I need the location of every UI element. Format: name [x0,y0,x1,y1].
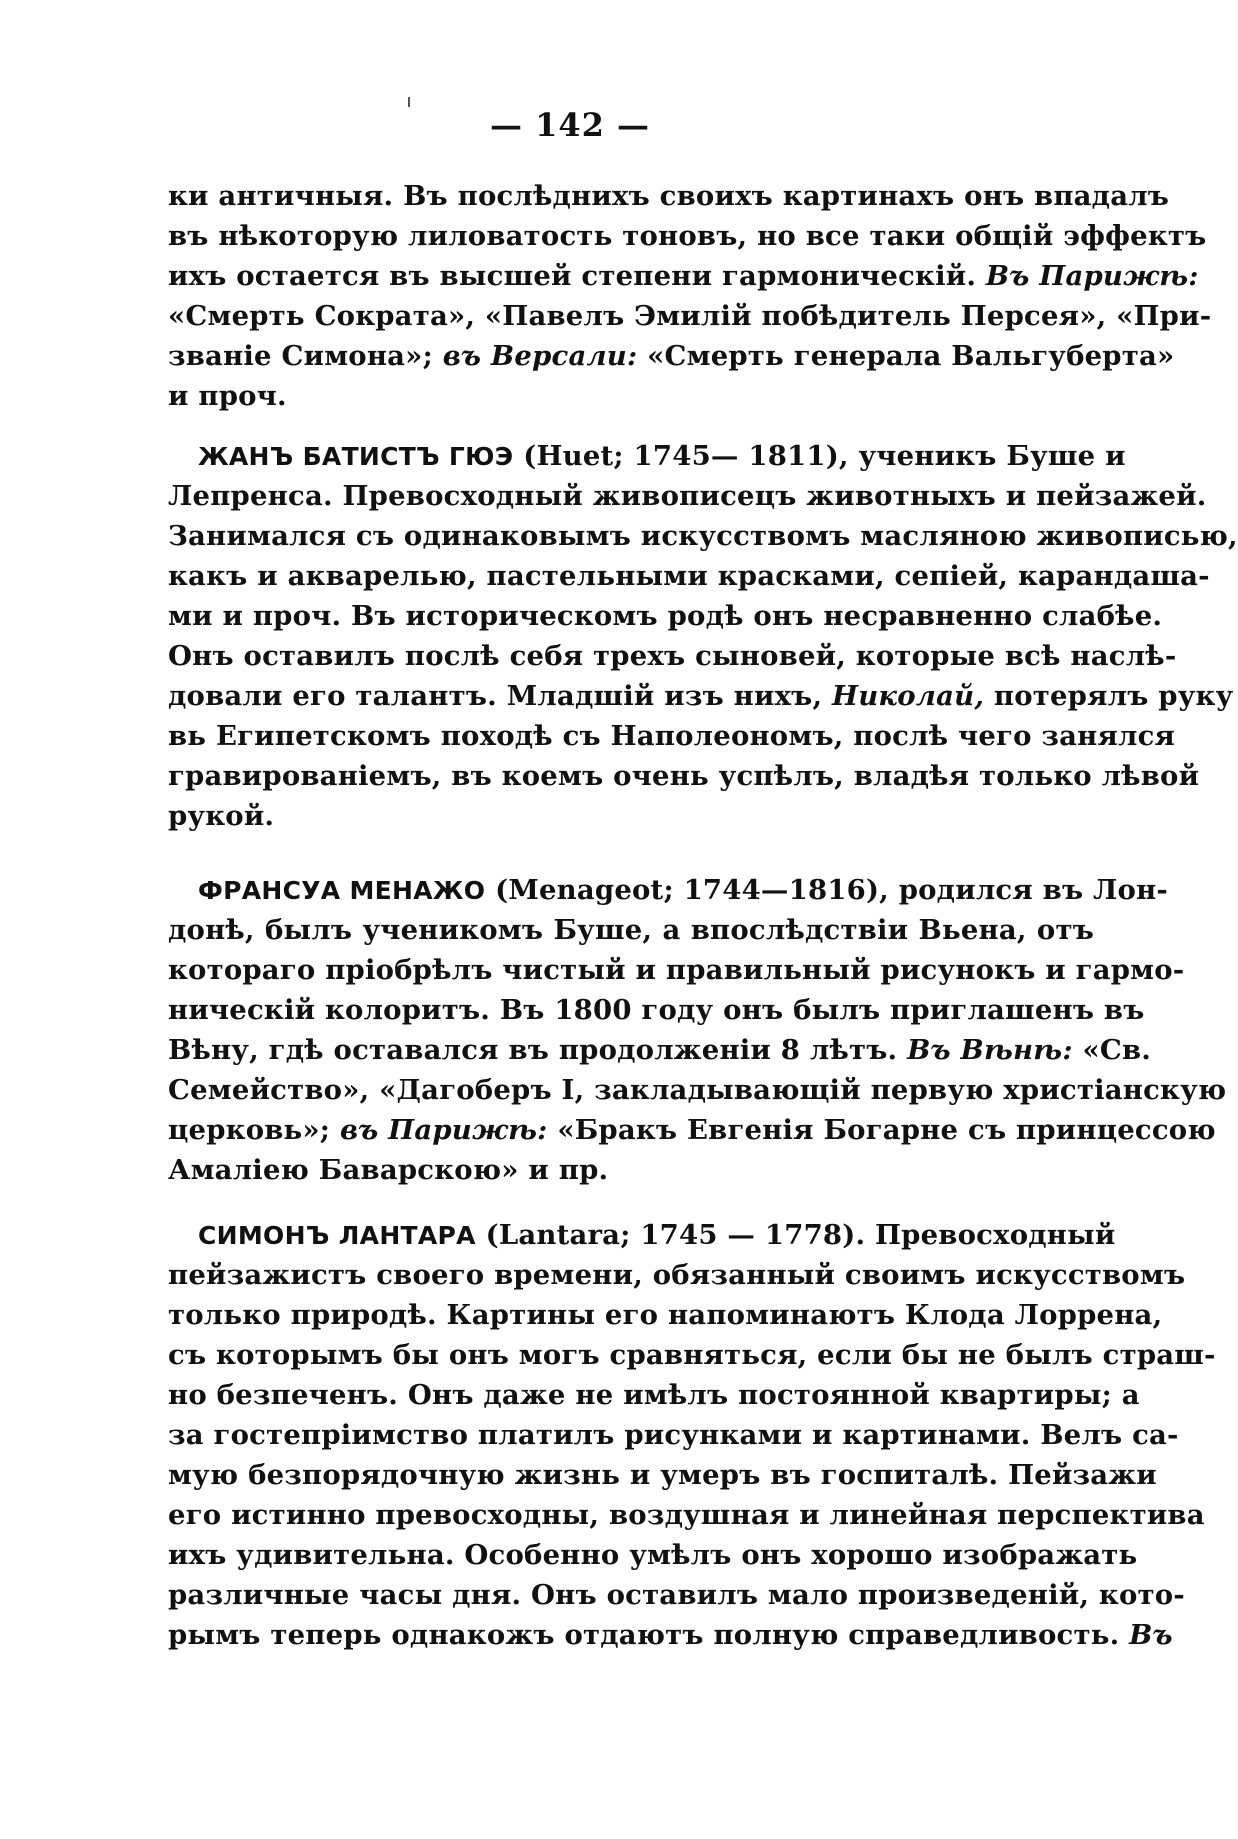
artist-name: ЖАНЪ БАТИСТЪ ГЮЭ [198,442,514,471]
text-line: мую безпорядочную жизнь и умеръ въ госпиталѣ. Пейзажи [168,1459,1157,1491]
text-segment: званіе Симона»; [168,340,433,372]
text-line: его истинно превосходны, воздушная и линейная перспектива [168,1499,1205,1531]
italic-location: Въ Вѣнѣ: [907,1034,1073,1066]
text-segment: потерялъ руку [993,680,1234,712]
text-line: рукой. [168,800,275,832]
text-segment: (Huet; 1745— 1811), ученикъ Буше и [523,440,1126,472]
paragraph-huet [168,436,1238,836]
text-line: ми и проч. Въ историческомъ родѣ онъ несравненно слабѣе. [168,600,1163,632]
page-number: — 142 — [489,106,651,144]
text-line: Амаліею Баварскою» и пр. [168,1154,609,1186]
artist-name: ФРАНСУА МЕНАЖО [198,876,486,905]
paragraph-lantara [168,1215,1216,1655]
text-line: донѣ, былъ ученикомъ Буше, а впослѣдствіи Вьена, отъ [168,914,1094,946]
text-line: «Смерть Сократа», «Павелъ Эмилій побѣдитель Персея», «При- [168,300,1212,332]
text-line: котораго пріобрѣлъ чистый и правильный рисунокъ и гармо- [168,954,1185,986]
text-line: Занимался съ одинаковымъ искусствомъ масляною живописью, [168,520,1238,552]
text-line [168,256,1199,296]
text-line: какъ и акварелью, пастельными красками, сепіей, карандаша- [168,560,1210,592]
text-line: но безпеченъ. Онъ даже не имѣлъ постоянной квартиры; а [168,1379,1140,1411]
artist-name: СИМОНЪ ЛАНТАРА [198,1221,476,1250]
text-line: Семейство», «Дагоберъ I, закладывающій первую христіанскую [168,1074,1227,1106]
text-line [168,676,1234,716]
text-line: Онъ оставилъ послѣ себя трехъ сыновей, которые всѣ наслѣ- [168,640,1177,672]
text-line: вь Египетскомъ походѣ съ Наполеономъ, послѣ чего занялся [168,720,1176,752]
italic-word: Въ [1129,1619,1173,1651]
text-segment: Вѣну, гдѣ оставался въ продолженіи 8 лѣтъ. [168,1034,898,1066]
text-line [168,870,1169,910]
text-segment: довали его талантъ. Младшій изъ нихъ, [168,680,823,712]
italic-location: Въ Парижѣ: [985,260,1199,292]
paragraph-david-continuation [168,176,1212,416]
text-segment: «Бракъ Евгенія Богарне съ принцессою [557,1114,1216,1146]
text-segment: «Св. [1082,1034,1152,1066]
text-line: различные часы дня. Онъ оставилъ мало произведеній, кото- [168,1579,1185,1611]
text-line: пейзажистъ своего времени, обязанный своимъ искусствомъ [168,1259,1186,1291]
text-line [168,436,1126,476]
text-segment: рымъ теперь однакожъ отдаютъ полную справедливость. [168,1619,1120,1651]
text-line: ки античныя. Въ послѣднихъ своихъ картинахъ онъ впадалъ [168,180,1170,212]
text-segment: (Menageot; 1744—1816), родился въ Лон- [495,874,1169,906]
italic-name: Николай, [832,680,985,712]
paragraph-menageot [168,870,1227,1190]
text-line: ихъ удивительна. Особенно умѣлъ онъ хорошо изображать [168,1539,1138,1571]
italic-location: въ Парижѣ: [339,1114,548,1146]
italic-location: въ Версали: [442,340,638,372]
text-line: только природѣ. Картины его напоминаютъ Клода Лоррена, [168,1299,1163,1331]
text-line: гравированіемъ, въ коемъ очень успѣлъ, владѣя только лѣвой [168,760,1200,792]
text-line [168,336,1175,376]
text-line [168,1110,1216,1150]
text-line [168,1215,1116,1255]
text-segment: ихъ остается въ высшей степени гармоническій. [168,260,977,292]
text-line [168,1615,1173,1655]
text-line: за гостепріимство платилъ рисунками и картинами. Велъ са- [168,1419,1179,1451]
text-line: Лепренса. Превосходный живописецъ животныхъ и пейзажей. [168,480,1207,512]
text-segment: церковь»; [168,1114,331,1146]
text-line: въ нѣкоторую лиловатость тоновъ, но все таки общій эффектъ [168,220,1207,252]
text-line: съ которымъ бы онъ могъ сравняться, если бы не былъ страш- [168,1339,1216,1371]
text-line [168,1030,1152,1070]
text-line: и проч. [168,380,287,412]
text-segment: «Смерть генерала Вальгуберта» [647,340,1175,372]
text-segment: (Lantara; 1745 — 1778). Превосходный [485,1219,1116,1251]
text-line: ническій колоритъ. Въ 1800 году онъ былъ приглашенъ въ [168,994,1145,1026]
